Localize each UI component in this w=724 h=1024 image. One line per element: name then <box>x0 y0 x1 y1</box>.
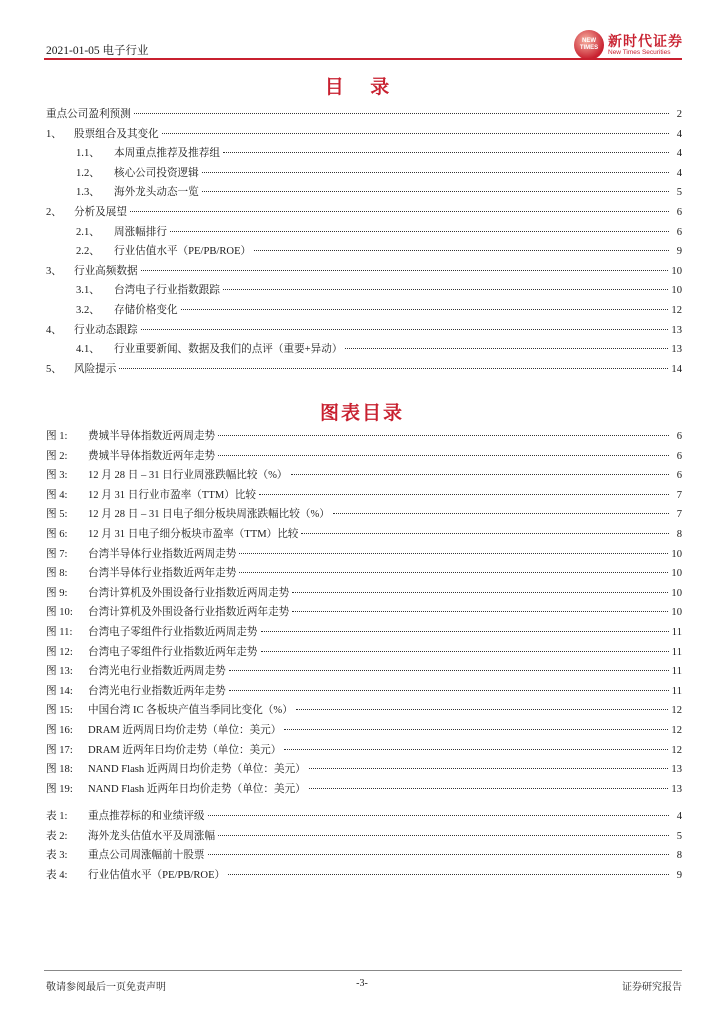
entry-number: 2.2、 <box>76 246 100 258</box>
entry-number: 4、 <box>46 324 62 336</box>
entry-label <box>46 722 281 737</box>
entry-number: 图 14: <box>46 685 73 697</box>
figure-list <box>46 428 682 800</box>
entry-label <box>46 624 258 639</box>
entry-text: 台湾光电行业指数近两年走势 <box>88 685 226 697</box>
dot-leader <box>309 768 669 769</box>
entry-text: 台湾计算机及外围设备行业指数近两年走势 <box>88 607 290 619</box>
entry-label <box>46 761 306 776</box>
logo-mark-icon <box>574 30 604 60</box>
list-entry[interactable] <box>46 546 682 566</box>
entry-text: 台湾电子零组件行业指数近两年走势 <box>88 646 258 658</box>
logo-chinese-name: 新时代证券 <box>608 34 683 50</box>
entry-label <box>46 448 215 463</box>
entry-text: 重点公司盈利预测 <box>46 109 131 120</box>
entry-text: 行业动态跟踪 <box>74 324 138 336</box>
entry-number: 图 7: <box>46 548 68 560</box>
dot-leader <box>345 348 668 349</box>
entry-text: 分析及展望 <box>74 206 127 218</box>
entry-number: 图 10: <box>46 607 73 619</box>
entry-number: 1.1、 <box>76 148 100 160</box>
logo-mark-line-2: TIMES <box>579 45 599 51</box>
toc-entry[interactable] <box>46 184 682 204</box>
entry-number: 图 9: <box>46 587 68 599</box>
entry-text: 海外龙头动态一览 <box>114 187 199 199</box>
list-entry[interactable] <box>46 808 682 828</box>
entry-number: 表 1: <box>46 811 68 822</box>
entry-number: 表 4: <box>46 869 68 881</box>
entry-text: 风险提示 <box>74 363 117 375</box>
entry-page: 10 <box>671 265 682 277</box>
entry-label <box>46 506 330 521</box>
entry-text: 重点公司周涨幅前十股票 <box>88 850 205 862</box>
entry-label <box>76 302 178 317</box>
entry-page: 5 <box>676 187 682 199</box>
entry-text: 台湾电子零组件行业指数近两周走势 <box>88 626 258 638</box>
entry-text: 费城半导体指数近两年走势 <box>88 450 216 462</box>
toc-entry[interactable] <box>46 282 682 302</box>
entry-number: 图 5: <box>46 509 68 521</box>
entry-number: 图 19: <box>46 783 73 795</box>
entry-number: 2、 <box>46 206 62 218</box>
header-date: 2021-01-05 电子行业 <box>46 45 149 57</box>
entry-text: NAND Flash 近两年日均价走势（单位：美元） <box>88 783 306 795</box>
header-divider <box>44 58 682 60</box>
entry-label <box>46 781 306 796</box>
entry-number: 图 17: <box>46 744 73 756</box>
entry-label <box>46 204 127 219</box>
entry-text: 台湾半导体行业指数近两周走势 <box>88 548 237 560</box>
entry-number: 1、 <box>46 128 62 140</box>
dot-leader <box>170 231 669 232</box>
entry-page: 11 <box>671 646 682 658</box>
dot-leader <box>239 553 668 554</box>
entry-text: 海外龙头估值水平及周涨幅 <box>88 830 216 842</box>
list-entry[interactable] <box>46 644 682 664</box>
entry-number: 4.1、 <box>76 344 100 356</box>
entry-page: 13 <box>671 783 682 795</box>
list-entry[interactable] <box>46 722 682 742</box>
entry-number: 图 11: <box>46 626 73 638</box>
dot-leader <box>202 172 669 173</box>
entry-text: 12 月 28 日 – 31 日行业周涨跌幅比较（%） <box>88 470 288 482</box>
entry-label <box>46 847 205 862</box>
list-entry[interactable] <box>46 487 682 507</box>
entry-label <box>76 224 167 239</box>
entry-number: 表 3: <box>46 850 68 862</box>
entry-number: 表 2: <box>46 830 68 842</box>
entry-text: 核心公司投资逻辑 <box>114 167 199 179</box>
list-entry[interactable] <box>46 761 682 781</box>
toc-entry[interactable] <box>46 302 682 322</box>
dot-leader <box>333 513 669 514</box>
entry-page: 6 <box>676 431 682 442</box>
entry-text: 本周重点推荐及推荐组 <box>114 148 220 160</box>
dot-leader <box>284 729 668 730</box>
entry-label <box>46 742 281 757</box>
dot-leader <box>292 611 668 612</box>
list-entry[interactable] <box>46 467 682 487</box>
entry-label <box>46 585 289 600</box>
list-entry[interactable] <box>46 867 682 887</box>
dot-leader <box>239 572 668 573</box>
entry-text: 12 月 31 日行业市盈率（TTM）比较 <box>88 489 257 501</box>
list-entry[interactable] <box>46 847 682 867</box>
dot-leader <box>284 749 668 750</box>
dot-leader <box>202 191 669 192</box>
entry-page: 9 <box>676 246 682 258</box>
entry-page: 11 <box>671 666 682 678</box>
entry-page: 6 <box>676 206 682 218</box>
entry-text: NAND Flash 近两周日均价走势（单位：美元） <box>88 764 306 776</box>
entry-page: 7 <box>676 509 682 521</box>
toc-entry[interactable] <box>46 341 682 361</box>
dot-leader <box>261 631 669 632</box>
dot-leader <box>208 854 669 855</box>
entry-number: 图 6: <box>46 528 68 540</box>
entry-text: 台湾计算机及外围设备行业指数近两周走势 <box>88 587 290 599</box>
dot-leader <box>130 211 669 212</box>
entry-page: 10 <box>671 568 682 580</box>
toc-list <box>46 106 682 380</box>
entry-label <box>76 243 251 258</box>
dot-leader <box>261 651 669 652</box>
entry-page: 12 <box>671 304 682 316</box>
list-entry[interactable] <box>46 585 682 605</box>
entry-label <box>46 487 256 502</box>
entry-label <box>76 145 220 160</box>
entry-page: 9 <box>676 869 682 881</box>
dot-leader <box>181 309 669 310</box>
dot-leader <box>218 455 669 456</box>
entry-number: 图 1: <box>46 431 68 442</box>
entry-page: 8 <box>676 528 682 540</box>
page-number: -3- <box>356 978 368 989</box>
footer-doc-type: 证券研究报告 <box>622 982 682 993</box>
figures-title: 图表目录 <box>319 402 404 424</box>
list-entry[interactable] <box>46 624 682 644</box>
entry-label <box>76 282 220 297</box>
toc-entry[interactable] <box>46 126 682 146</box>
entry-text: 费城半导体指数近两周走势 <box>88 431 216 442</box>
entry-page: 12 <box>671 724 682 736</box>
entry-page: 5 <box>676 830 682 842</box>
entry-text: 行业高频数据 <box>74 265 138 277</box>
entry-page: 4 <box>676 128 682 140</box>
entry-page: 13 <box>671 324 682 336</box>
entry-label <box>46 867 225 882</box>
entry-text: 12 月 31 日电子细分板块市盈率（TTM）比较 <box>88 528 299 540</box>
dot-leader <box>141 329 669 330</box>
toc-entry[interactable] <box>46 322 682 342</box>
list-entry[interactable] <box>46 828 682 848</box>
entry-label <box>46 828 215 843</box>
entry-number: 图 8: <box>46 568 68 580</box>
entry-number: 2.1、 <box>76 226 100 238</box>
dot-leader <box>296 709 669 710</box>
entry-number: 图 13: <box>46 666 73 678</box>
list-entry[interactable] <box>46 683 682 703</box>
toc-entry[interactable] <box>46 145 682 165</box>
entry-label <box>46 702 293 717</box>
entry-number: 图 18: <box>46 764 73 776</box>
entry-number: 5、 <box>46 363 62 375</box>
list-entry[interactable] <box>46 428 682 448</box>
entry-text: 存储价格变化 <box>114 304 178 316</box>
dot-leader <box>229 690 669 691</box>
entry-number: 3.1、 <box>76 285 100 297</box>
entry-page: 7 <box>676 489 682 501</box>
entry-text: 中国台湾 IC 各板块产值当季同比变化（%） <box>88 705 293 717</box>
entry-page: 4 <box>676 167 682 179</box>
entry-page: 2 <box>676 109 682 120</box>
dot-leader <box>162 133 669 134</box>
entry-text: DRAM 近两周日均价走势（单位：美元） <box>88 724 282 736</box>
entry-label <box>46 683 226 698</box>
entry-label <box>46 263 138 278</box>
dot-leader <box>259 494 669 495</box>
dot-leader <box>228 874 669 875</box>
company-logo <box>574 30 686 60</box>
entry-number: 图 12: <box>46 646 73 658</box>
footer-divider <box>44 970 682 971</box>
dot-leader <box>218 435 669 436</box>
entry-page: 6 <box>676 470 682 482</box>
entry-label <box>46 126 159 141</box>
entry-text: 台湾半导体行业指数近两年走势 <box>88 568 237 580</box>
logo-mark-line-1: NEW <box>582 38 596 44</box>
entry-label <box>46 428 215 443</box>
list-entry[interactable] <box>46 448 682 468</box>
table-list <box>46 808 682 886</box>
entry-page: 8 <box>676 850 682 862</box>
toc-entry[interactable] <box>46 106 682 126</box>
entry-page: 13 <box>671 764 682 776</box>
dot-leader <box>291 474 669 475</box>
toc-entry[interactable] <box>46 204 682 224</box>
entry-label <box>46 546 236 561</box>
entry-number: 图 15: <box>46 705 73 717</box>
entry-text: 行业估值水平（PE/PB/ROE） <box>88 869 226 881</box>
dot-leader <box>301 533 669 534</box>
list-entry[interactable] <box>46 702 682 722</box>
entry-label <box>46 467 288 482</box>
entry-number: 1.2、 <box>76 167 100 179</box>
entry-page: 6 <box>676 226 682 238</box>
dot-leader <box>119 368 668 369</box>
entry-number: 3.2、 <box>76 304 100 316</box>
entry-page: 4 <box>676 811 682 822</box>
entry-text: 周涨幅排行 <box>114 226 167 238</box>
entry-page: 11 <box>671 626 682 638</box>
entry-page: 14 <box>671 363 682 375</box>
entry-text: 12 月 28 日 – 31 日电子细分板块周涨跌幅比较（%） <box>88 509 330 521</box>
footer-disclaimer: 敬请参阅最后一页免责声明 <box>46 982 166 993</box>
entry-page: 12 <box>671 705 682 717</box>
entry-label <box>46 322 138 337</box>
list-entry[interactable] <box>46 506 682 526</box>
entry-label <box>46 526 298 541</box>
entry-text: 台湾电子行业指数跟踪 <box>114 285 220 297</box>
entry-label <box>46 565 236 580</box>
entry-label <box>46 808 205 823</box>
entry-label <box>76 184 199 199</box>
entry-text: 台湾光电行业指数近两周走势 <box>88 666 226 678</box>
entry-number: 3、 <box>46 265 62 277</box>
list-entry[interactable] <box>46 565 682 585</box>
entry-page: 12 <box>671 744 682 756</box>
entry-label <box>46 604 289 619</box>
dot-leader <box>223 289 668 290</box>
list-entry[interactable] <box>46 742 682 762</box>
toc-entry[interactable] <box>46 224 682 244</box>
toc-title: 目 录 <box>324 76 400 98</box>
dot-leader <box>229 670 669 671</box>
entry-number: 图 2: <box>46 450 68 462</box>
entry-page: 6 <box>676 450 682 462</box>
entry-text: 重点推荐标的和业绩评级 <box>88 811 205 822</box>
dot-leader <box>218 835 669 836</box>
toc-entry[interactable] <box>46 361 682 381</box>
list-entry[interactable] <box>46 781 682 801</box>
list-entry[interactable] <box>46 526 682 546</box>
dot-leader <box>309 788 669 789</box>
entry-text: DRAM 近两年日均价走势（单位：美元） <box>88 744 282 756</box>
entry-page: 11 <box>671 685 682 697</box>
entry-number: 图 3: <box>46 470 68 482</box>
entry-page: 4 <box>676 148 682 160</box>
entry-page: 10 <box>671 285 682 297</box>
entry-page: 10 <box>671 607 682 619</box>
entry-text: 股票组合及其变化 <box>74 128 159 140</box>
entry-label <box>76 165 199 180</box>
dot-leader <box>208 815 669 816</box>
toc-entry[interactable] <box>46 263 682 283</box>
toc-entry[interactable] <box>46 165 682 185</box>
toc-entry[interactable] <box>46 243 682 263</box>
dot-leader <box>292 592 668 593</box>
logo-english-name: New Times Securities <box>608 49 671 56</box>
entry-label <box>76 341 342 356</box>
entry-page: 13 <box>671 344 682 356</box>
entry-page: 10 <box>671 587 682 599</box>
dot-leader <box>134 113 669 114</box>
list-entry[interactable] <box>46 663 682 683</box>
entry-text: 行业重要新闻、数据及我们的点评（重要+异动） <box>114 344 343 356</box>
entry-label <box>46 663 226 678</box>
entry-number: 图 16: <box>46 724 73 736</box>
entry-number: 1.3、 <box>76 187 100 199</box>
list-entry[interactable] <box>46 604 682 624</box>
entry-label <box>46 106 131 121</box>
dot-leader <box>254 250 669 251</box>
dot-leader <box>223 152 669 153</box>
entry-text: 行业估值水平（PE/PB/ROE） <box>114 246 252 258</box>
dot-leader <box>141 270 669 271</box>
entry-page: 10 <box>671 548 682 560</box>
entry-number: 图 4: <box>46 489 68 501</box>
entry-label <box>46 361 116 376</box>
entry-label <box>46 644 258 659</box>
